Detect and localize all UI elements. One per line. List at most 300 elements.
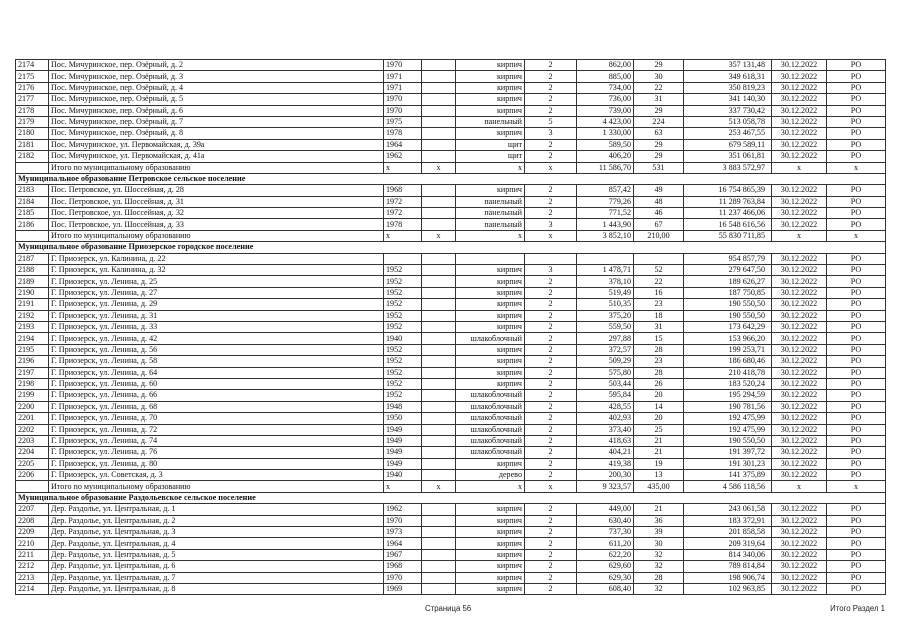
cell-extra bbox=[422, 265, 456, 276]
cell-floors: 2 bbox=[525, 424, 577, 435]
cell-material: x bbox=[456, 162, 525, 173]
cell-cost: 337 730,42 bbox=[684, 105, 772, 116]
cell-year: 1949 bbox=[384, 435, 422, 446]
cell-residents: 21 bbox=[634, 447, 684, 458]
cell-number: 2185 bbox=[16, 208, 49, 219]
cell-program: РО bbox=[827, 139, 886, 150]
cell-floors: 2 bbox=[525, 310, 577, 321]
cell-residents: 31 bbox=[634, 94, 684, 105]
cell-residents: 29 bbox=[634, 60, 684, 71]
cell-material: шлакоблочный bbox=[456, 424, 525, 435]
cell-material: кирпич bbox=[456, 504, 525, 515]
cell-number: 2207 bbox=[16, 504, 49, 515]
cell-area: 378,10 bbox=[577, 276, 634, 287]
table-row bbox=[16, 265, 886, 276]
cell-cost: 350 819,23 bbox=[684, 82, 772, 93]
cell-extra bbox=[422, 219, 456, 230]
cell-year: 1952 bbox=[384, 265, 422, 276]
cell-floors: 2 bbox=[525, 105, 577, 116]
table-row bbox=[16, 287, 886, 298]
cell-number: 2194 bbox=[16, 333, 49, 344]
table-row bbox=[16, 447, 886, 458]
table-row bbox=[16, 321, 886, 332]
cell-floors bbox=[525, 253, 577, 264]
cell-area: 402,93 bbox=[577, 413, 634, 424]
cell-date: 30.12.2022 bbox=[772, 515, 827, 526]
cell-number: 2182 bbox=[16, 151, 49, 162]
cell-floors: 2 bbox=[525, 94, 577, 105]
table-row bbox=[16, 344, 886, 355]
cell-area: 559,50 bbox=[577, 321, 634, 332]
cell-number: 2176 bbox=[16, 82, 49, 93]
cell-residents: 29 bbox=[634, 105, 684, 116]
cell-area: 200,30 bbox=[577, 470, 634, 481]
cell-cost: 189 626,27 bbox=[684, 276, 772, 287]
cell-number: 2203 bbox=[16, 435, 49, 446]
cell-extra bbox=[422, 413, 456, 424]
cell-number: 2175 bbox=[16, 71, 49, 82]
cell-material bbox=[456, 253, 525, 264]
cell-area: 297,88 bbox=[577, 333, 634, 344]
cell-residents: 48 bbox=[634, 196, 684, 207]
table-row bbox=[16, 435, 886, 446]
cell-material: щит bbox=[456, 139, 525, 150]
cell-address: Дер. Раздолье, ул. Центральная, д. 4 bbox=[49, 538, 384, 549]
section-header-row bbox=[16, 492, 886, 503]
cell-program: РО bbox=[827, 549, 886, 560]
table-row bbox=[16, 527, 886, 538]
table-row bbox=[16, 139, 886, 150]
cell-address: Пос. Мичуринское, пер. Озёрный, д. 7 bbox=[49, 116, 384, 127]
cell-cost: 341 140,30 bbox=[684, 94, 772, 105]
cell-residents: 31 bbox=[634, 321, 684, 332]
section-header-row bbox=[16, 173, 886, 184]
cell-year: 1970 bbox=[384, 60, 422, 71]
cell-date: 30.12.2022 bbox=[772, 367, 827, 378]
cell-address: Г. Приозерск, ул. Ленина, д. 56 bbox=[49, 344, 384, 355]
cell-cost: 183 520,24 bbox=[684, 378, 772, 389]
cell-residents: 13 bbox=[634, 470, 684, 481]
cell-material: кирпич bbox=[456, 287, 525, 298]
cell-material: кирпич bbox=[456, 310, 525, 321]
cell-number: 2188 bbox=[16, 265, 49, 276]
cell-residents: 32 bbox=[634, 549, 684, 560]
cell-residents: 435,00 bbox=[634, 481, 684, 492]
cell-program: РО bbox=[827, 458, 886, 469]
cell-cost: 195 294,59 bbox=[684, 390, 772, 401]
cell-date: 30.12.2022 bbox=[772, 401, 827, 412]
cell-area: 510,35 bbox=[577, 299, 634, 310]
cell-date: x bbox=[772, 162, 827, 173]
cell-area: 629,30 bbox=[577, 572, 634, 583]
cell-address: Пос. Мичуринское, пер. Озёрный, д. 4 bbox=[49, 82, 384, 93]
cell-date: 30.12.2022 bbox=[772, 185, 827, 196]
cell-date: x bbox=[772, 481, 827, 492]
cell-year: 1964 bbox=[384, 139, 422, 150]
cell-extra bbox=[422, 561, 456, 572]
cell-area: 11 586,70 bbox=[577, 162, 634, 173]
table-row bbox=[16, 401, 886, 412]
cell-cost: 954 857,79 bbox=[684, 253, 772, 264]
table-row bbox=[16, 538, 886, 549]
cell-number: 2180 bbox=[16, 128, 49, 139]
cell-program: РО bbox=[827, 116, 886, 127]
cell-floors: 2 bbox=[525, 435, 577, 446]
cell-year: 1968 bbox=[384, 185, 422, 196]
cell-extra bbox=[422, 435, 456, 446]
cell-cost: 173 642,29 bbox=[684, 321, 772, 332]
cell-extra bbox=[422, 333, 456, 344]
cell-number: 2210 bbox=[16, 538, 49, 549]
cell-extra bbox=[422, 515, 456, 526]
cell-material: щит bbox=[456, 151, 525, 162]
cell-program: РО bbox=[827, 390, 886, 401]
cell-date: 30.12.2022 bbox=[772, 538, 827, 549]
cell-residents: 16 bbox=[634, 287, 684, 298]
cell-date: 30.12.2022 bbox=[772, 424, 827, 435]
cell-date: 30.12.2022 bbox=[772, 344, 827, 355]
cell-extra bbox=[422, 401, 456, 412]
cell-number: 2174 bbox=[16, 60, 49, 71]
table-row bbox=[16, 572, 886, 583]
cell-date: 30.12.2022 bbox=[772, 527, 827, 538]
cell-program: РО bbox=[827, 310, 886, 321]
cell-address: Г. Приозерск, ул. Ленина, д. 29 bbox=[49, 299, 384, 310]
cell-extra bbox=[422, 310, 456, 321]
cell-date: 30.12.2022 bbox=[772, 116, 827, 127]
cell-date: 30.12.2022 bbox=[772, 549, 827, 560]
cell-extra bbox=[422, 447, 456, 458]
cell-cost: 186 680,46 bbox=[684, 356, 772, 367]
cell-residents: 210,00 bbox=[634, 230, 684, 241]
cell-address: Пос. Мичуринское, ул. Первомайская, д. 39а bbox=[49, 139, 384, 150]
cell-extra: x bbox=[422, 162, 456, 173]
cell-area: 737,30 bbox=[577, 527, 634, 538]
cell-floors: 2 bbox=[525, 447, 577, 458]
cell-year: 1972 bbox=[384, 208, 422, 219]
cell-extra bbox=[422, 105, 456, 116]
cell-date: 30.12.2022 bbox=[772, 128, 827, 139]
cell-year: 1952 bbox=[384, 321, 422, 332]
cell-area: 372,57 bbox=[577, 344, 634, 355]
cell-material: кирпич bbox=[456, 356, 525, 367]
cell-date: 30.12.2022 bbox=[772, 265, 827, 276]
cell-address: Г. Приозерск, ул. Калинина, д. 22 bbox=[49, 253, 384, 264]
cell-extra bbox=[422, 390, 456, 401]
cell-residents: 67 bbox=[634, 219, 684, 230]
cell-number: 2186 bbox=[16, 219, 49, 230]
cell-material: дерево bbox=[456, 470, 525, 481]
cell-floors: 2 bbox=[525, 527, 577, 538]
cell-residents: 30 bbox=[634, 71, 684, 82]
cell-material: кирпич bbox=[456, 321, 525, 332]
cell-number: 2206 bbox=[16, 470, 49, 481]
cell-date: 30.12.2022 bbox=[772, 219, 827, 230]
table-row bbox=[16, 549, 886, 560]
cell-area: 519,49 bbox=[577, 287, 634, 298]
cell-date: 30.12.2022 bbox=[772, 435, 827, 446]
cell-number: 2195 bbox=[16, 344, 49, 355]
cell-number: 2192 bbox=[16, 310, 49, 321]
cell-residents: 15 bbox=[634, 333, 684, 344]
cell-year: 1952 bbox=[384, 378, 422, 389]
cell-date: 30.12.2022 bbox=[772, 561, 827, 572]
cell-material: кирпич bbox=[456, 276, 525, 287]
cell-address: Дер. Раздолье, ул. Центральная, д. 2 bbox=[49, 515, 384, 526]
cell-floors: x bbox=[525, 230, 577, 241]
cell-extra bbox=[422, 253, 456, 264]
cell-program: РО bbox=[827, 538, 886, 549]
cell-material: кирпич bbox=[456, 583, 525, 594]
cell-residents: 63 bbox=[634, 128, 684, 139]
cell-material: кирпич bbox=[456, 515, 525, 526]
cell-residents: 22 bbox=[634, 82, 684, 93]
cell-extra: x bbox=[422, 230, 456, 241]
cell-material: x bbox=[456, 230, 525, 241]
cell-cost: 191 397,72 bbox=[684, 447, 772, 458]
table-row bbox=[16, 413, 886, 424]
cell-area: 9 323,57 bbox=[577, 481, 634, 492]
cell-cost: 102 963,85 bbox=[684, 583, 772, 594]
cell-address: Г. Приозерск, ул. Ленина, д. 25 bbox=[49, 276, 384, 287]
cell-floors: 2 bbox=[525, 413, 577, 424]
cell-number: 2183 bbox=[16, 185, 49, 196]
cell-date: 30.12.2022 bbox=[772, 583, 827, 594]
cell-program: РО bbox=[827, 447, 886, 458]
cell-cost: 279 647,50 bbox=[684, 265, 772, 276]
cell-extra bbox=[422, 378, 456, 389]
cell-residents: 28 bbox=[634, 367, 684, 378]
cell-extra bbox=[422, 276, 456, 287]
table-row bbox=[16, 378, 886, 389]
cell-program: РО bbox=[827, 527, 886, 538]
cell-floors: 2 bbox=[525, 515, 577, 526]
table-row bbox=[16, 310, 886, 321]
total-row bbox=[16, 230, 886, 241]
cell-area bbox=[577, 253, 634, 264]
table-row bbox=[16, 424, 886, 435]
cell-cost: 351 061,81 bbox=[684, 151, 772, 162]
cell-program: РО bbox=[827, 572, 886, 583]
cell-number: 2200 bbox=[16, 401, 49, 412]
cell-year: 1972 bbox=[384, 196, 422, 207]
cell-floors: 2 bbox=[525, 401, 577, 412]
cell-floors: 2 bbox=[525, 71, 577, 82]
cell-date: 30.12.2022 bbox=[772, 276, 827, 287]
cell-year: 1952 bbox=[384, 344, 422, 355]
cell-program: РО bbox=[827, 105, 886, 116]
cell-area: 862,00 bbox=[577, 60, 634, 71]
cell-year: 1952 bbox=[384, 299, 422, 310]
cell-floors: 2 bbox=[525, 470, 577, 481]
cell-residents: 224 bbox=[634, 116, 684, 127]
table-row bbox=[16, 299, 886, 310]
cell-address: Г. Приозерск, ул. Ленина, д. 66 bbox=[49, 390, 384, 401]
cell-number bbox=[16, 481, 49, 492]
cell-address: Дер. Раздолье, ул. Центральная, д. 1 bbox=[49, 504, 384, 515]
cell-floors: 2 bbox=[525, 458, 577, 469]
cell-number: 2198 bbox=[16, 378, 49, 389]
cell-area: 4 423,00 bbox=[577, 116, 634, 127]
cell-extra bbox=[422, 196, 456, 207]
cell-cost: 187 750,85 bbox=[684, 287, 772, 298]
cell-material: шлакоблочный bbox=[456, 401, 525, 412]
cell-floors: 3 bbox=[525, 128, 577, 139]
cell-program: РО bbox=[827, 219, 886, 230]
cell-cost: 191 301,23 bbox=[684, 458, 772, 469]
cell-floors: x bbox=[525, 481, 577, 492]
cell-material: кирпич bbox=[456, 105, 525, 116]
cell-address: Дер. Раздолье, ул. Центральная, д. 8 bbox=[49, 583, 384, 594]
cell-residents: 49 bbox=[634, 185, 684, 196]
cell-area: 734,00 bbox=[577, 82, 634, 93]
cell-cost: 190 550,50 bbox=[684, 299, 772, 310]
cell-extra bbox=[422, 185, 456, 196]
table-row bbox=[16, 185, 886, 196]
cell-date: 30.12.2022 bbox=[772, 94, 827, 105]
cell-year: 1971 bbox=[384, 82, 422, 93]
cell-date: 30.12.2022 bbox=[772, 82, 827, 93]
cell-address: Итого по муниципальному образованию bbox=[49, 162, 384, 173]
cell-residents: 28 bbox=[634, 344, 684, 355]
cell-year: 1952 bbox=[384, 310, 422, 321]
table-row bbox=[16, 356, 886, 367]
cell-extra bbox=[422, 583, 456, 594]
cell-extra bbox=[422, 208, 456, 219]
cell-address: Г. Приозерск, ул. Ленина, д. 33 bbox=[49, 321, 384, 332]
cell-floors: 5 bbox=[525, 116, 577, 127]
cell-date: 30.12.2022 bbox=[772, 287, 827, 298]
cell-date: 30.12.2022 bbox=[772, 447, 827, 458]
table-row bbox=[16, 105, 886, 116]
cell-cost: 16 754 865,39 bbox=[684, 185, 772, 196]
cell-address: Пос. Петровское, ул. Шоссейная, д. 32 bbox=[49, 208, 384, 219]
cell-number: 2193 bbox=[16, 321, 49, 332]
cell-floors: 2 bbox=[525, 583, 577, 594]
total-row bbox=[16, 481, 886, 492]
cell-floors: 3 bbox=[525, 219, 577, 230]
cell-residents: 36 bbox=[634, 515, 684, 526]
cell-extra bbox=[422, 299, 456, 310]
cell-program: РО bbox=[827, 344, 886, 355]
cell-address: Пос. Мичуринское, пер. Озёрный, д. 3 bbox=[49, 71, 384, 82]
cell-extra bbox=[422, 128, 456, 139]
cell-year: 1948 bbox=[384, 401, 422, 412]
cell-extra bbox=[422, 538, 456, 549]
cell-residents: 39 bbox=[634, 527, 684, 538]
cell-residents: 20 bbox=[634, 413, 684, 424]
cell-cost: 357 131,48 bbox=[684, 60, 772, 71]
cell-residents: 18 bbox=[634, 310, 684, 321]
table-row bbox=[16, 515, 886, 526]
cell-extra bbox=[422, 139, 456, 150]
cell-program: РО bbox=[827, 356, 886, 367]
cell-material: шлакоблочный bbox=[456, 333, 525, 344]
cell-residents: 46 bbox=[634, 208, 684, 219]
cell-program: РО bbox=[827, 94, 886, 105]
cell-cost: 190 781,56 bbox=[684, 401, 772, 412]
cell-address: Дер. Раздолье, ул. Центральная, д. 7 bbox=[49, 572, 384, 583]
cell-residents: 531 bbox=[634, 162, 684, 173]
cell-year: 1952 bbox=[384, 287, 422, 298]
cell-area: 404,21 bbox=[577, 447, 634, 458]
cell-year: 1964 bbox=[384, 538, 422, 549]
cell-material: шлакоблочный bbox=[456, 413, 525, 424]
cell-material: кирпич bbox=[456, 60, 525, 71]
cell-area: 449,00 bbox=[577, 504, 634, 515]
table-row bbox=[16, 116, 886, 127]
table-row bbox=[16, 82, 886, 93]
cell-cost: 11 237 466,06 bbox=[684, 208, 772, 219]
cell-program: x bbox=[827, 162, 886, 173]
cell-address: Пос. Петровское, ул. Шоссейная, д. 31 bbox=[49, 196, 384, 207]
cell-program: РО bbox=[827, 60, 886, 71]
cell-address: Г. Приозерск, ул. Ленина, д. 72 bbox=[49, 424, 384, 435]
table-row bbox=[16, 151, 886, 162]
register-table-body bbox=[16, 60, 886, 595]
register-table bbox=[15, 59, 886, 595]
cell-number: 2189 bbox=[16, 276, 49, 287]
cell-year: 1969 bbox=[384, 583, 422, 594]
page-number: Страница 56 bbox=[425, 604, 472, 613]
cell-program: РО bbox=[827, 378, 886, 389]
cell-date: 30.12.2022 bbox=[772, 151, 827, 162]
cell-area: 375,20 bbox=[577, 310, 634, 321]
cell-year: 1949 bbox=[384, 424, 422, 435]
cell-address: Г. Приозерск, ул. Ленина, д. 80 bbox=[49, 458, 384, 469]
cell-number: 2214 bbox=[16, 583, 49, 594]
cell-floors: 2 bbox=[525, 276, 577, 287]
cell-date: 30.12.2022 bbox=[772, 413, 827, 424]
cell-extra bbox=[422, 549, 456, 560]
cell-address: Г. Приозерск, ул. Ленина, д. 76 bbox=[49, 447, 384, 458]
cell-year: 1967 bbox=[384, 549, 422, 560]
cell-address: Итого по муниципальному образованию bbox=[49, 481, 384, 492]
cell-floors: 2 bbox=[525, 333, 577, 344]
cell-number: 2190 bbox=[16, 287, 49, 298]
cell-cost: 192 475,99 bbox=[684, 413, 772, 424]
cell-area: 779,26 bbox=[577, 196, 634, 207]
cell-area: 622,20 bbox=[577, 549, 634, 560]
cell-floors: 2 bbox=[525, 390, 577, 401]
cell-address: Г. Приозерск, ул. Калинина, д. 32 bbox=[49, 265, 384, 276]
cell-cost: 192 475,99 bbox=[684, 424, 772, 435]
table-row bbox=[16, 94, 886, 105]
cell-date: 30.12.2022 bbox=[772, 390, 827, 401]
cell-date: 30.12.2022 bbox=[772, 208, 827, 219]
cell-date: 30.12.2022 bbox=[772, 378, 827, 389]
cell-extra bbox=[422, 527, 456, 538]
cell-address: Пос. Петровское, ул. Шоссейная, д. 33 bbox=[49, 219, 384, 230]
cell-residents: 20 bbox=[634, 390, 684, 401]
cell-program: x bbox=[827, 481, 886, 492]
section-title: Муниципальное образование Петровское сельское поселение bbox=[16, 173, 886, 184]
cell-number: 2197 bbox=[16, 367, 49, 378]
cell-program: РО bbox=[827, 208, 886, 219]
cell-program: РО bbox=[827, 424, 886, 435]
cell-extra bbox=[422, 458, 456, 469]
cell-extra bbox=[422, 116, 456, 127]
cell-program: РО bbox=[827, 470, 886, 481]
cell-date: 30.12.2022 bbox=[772, 572, 827, 583]
table-row bbox=[16, 196, 886, 207]
cell-area: 736,00 bbox=[577, 94, 634, 105]
cell-address: Г. Приозерск, ул. Ленина, д. 70 bbox=[49, 413, 384, 424]
table-row bbox=[16, 208, 886, 219]
cell-cost: 679 589,11 bbox=[684, 139, 772, 150]
cell-program: РО bbox=[827, 321, 886, 332]
cell-floors: 2 bbox=[525, 299, 577, 310]
